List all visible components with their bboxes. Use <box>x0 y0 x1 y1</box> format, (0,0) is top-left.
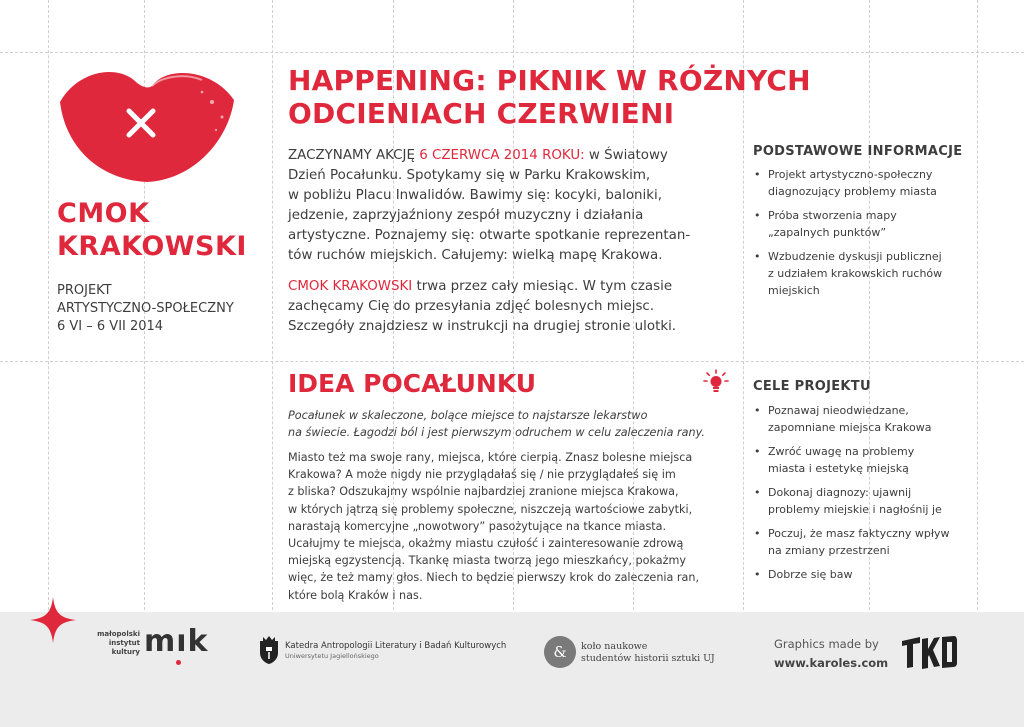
paragraph-line: Szczegóły znajdziesz w instrukcji na drugiej stronie ulotki. <box>288 319 677 334</box>
brand-subtitle-line: ARTYSTYCZNO-SPOŁECZNY <box>57 301 234 316</box>
happening-title <box>288 64 811 130</box>
paragraph-line: zachęcamy Cię do przesyłania zdjęć bolesnych miejsc. <box>288 299 655 314</box>
list-item-line: diagnozujący problemy miasta <box>768 185 937 198</box>
list-item-line: • Poznawaj nieodwiedzane, <box>768 404 909 417</box>
lightbulb-icon <box>703 369 729 395</box>
list-item <box>753 566 950 583</box>
karoles-logo-icon <box>898 633 958 671</box>
list-item <box>753 443 950 477</box>
body-line: Ucałujmy te miejsca, okażmy miastu czułość i zainteresowanie zdrową <box>288 537 684 551</box>
kolo-mark: & <box>544 636 576 668</box>
list-item <box>753 525 950 559</box>
goals-heading: CELE PROJEKTU <box>753 379 871 394</box>
kolo-logo-line: studentów historii sztuki UJ <box>581 653 715 664</box>
body-line: w których jątrzą się problemy społeczne, niszczeją wartościowe zabytki, <box>288 502 693 516</box>
guide-line <box>48 0 49 610</box>
body-line: które bolą Kraków i nas. <box>288 588 423 602</box>
idea-title: IDEA POCAŁUNKU <box>288 369 537 398</box>
list-item-line: problemy miejskie i nagłośnij je <box>768 503 942 516</box>
brand-title <box>57 197 247 263</box>
intro-line: Pocałunek w skaleczone, bolące miejsce to najstarsze lekarstwo <box>288 409 648 422</box>
kolo-logo-line: koło naukowe <box>581 641 648 652</box>
paragraph-text: ZACZYNAMY AKCJĘ <box>288 148 420 163</box>
list-item <box>753 166 942 200</box>
list-item-line: • Wzbudzenie dyskusji publicznej <box>768 250 942 263</box>
list-item-line: na zmiany przestrzeni <box>768 544 890 557</box>
goals-list <box>753 402 950 590</box>
list-item-line: „zapalnych punktów” <box>768 226 887 239</box>
university-crest-icon <box>258 635 280 665</box>
uj-logo-line: Katedra Antropologii Literatury i Badań Kulturowych <box>285 641 507 651</box>
paragraph-line <box>288 277 743 297</box>
body-line: Miasto też ma swoje rany, miejsca, które cierpią. Znasz bolesne miejsca <box>288 451 693 464</box>
paragraph-line: jedzenie, zaprzyjaźniony zespół muzyczny i działania <box>288 208 644 223</box>
kolo-logo-text <box>581 641 715 665</box>
list-item-line: • Dobrze się baw <box>768 568 853 581</box>
list-item-line: • Próba stworzenia mapy <box>768 209 897 222</box>
list-item-line: zapomniane miejsca Krakowa <box>768 421 932 434</box>
paragraph-line: w pobliżu Placu Inwalidów. Bawimy się: kocyki, baloniki, <box>288 188 662 203</box>
paragraph-line: Dzień Pocałunku. Spotykamy się w Parku Krakowskim, <box>288 168 651 183</box>
uj-logo <box>258 635 507 669</box>
happening-title-line: ODCIENIACH CZERWIENI <box>288 97 675 130</box>
brand-subtitle-line: PROJEKT <box>57 283 112 298</box>
happening-paragraph-1 <box>288 146 743 266</box>
paragraph-line: artystyczne. Poznajemy się: otwarte spotkanie reprezentan- <box>288 228 691 243</box>
list-item-line: • Poczuj, że masz faktyczny wpływ <box>768 527 950 540</box>
list-item <box>753 207 942 241</box>
list-item-line: • Dokonaj diagnozy: ujawnij <box>768 486 912 499</box>
body-line: Krakowa? A może nigdy nie przyglądałaś się / nie przyglądałeś się im <box>288 468 676 482</box>
info-heading: PODSTAWOWE INFORMACJE <box>753 144 963 159</box>
credit-link[interactable]: www.karoles.com <box>774 656 889 670</box>
mik-caption-line: małopolski <box>97 630 140 638</box>
mik-caption-line: kultury <box>111 648 140 656</box>
list-item-line: • Projekt artystyczno-społeczny <box>768 168 933 181</box>
brand-title-line: KRAKOWSKI <box>57 231 247 262</box>
brand-title-line: CMOK <box>57 198 150 229</box>
body-line: z bliska? Odszukajmy wspólnie najbardziej zranione miejsca Krakowa, <box>288 485 679 499</box>
graphics-credit <box>774 635 888 673</box>
info-list <box>753 166 942 306</box>
paragraph-text: w Światowy <box>584 148 668 163</box>
paragraph-line <box>288 146 743 166</box>
body-line: miejską egzystencją. Tkankę miasta tworzą jego mieszkańcy, pokażmy <box>288 554 687 568</box>
mik-logo-caption <box>88 630 140 657</box>
project-name: CMOK KRAKOWSKI <box>288 279 413 294</box>
red-lips-with-x-icon <box>52 62 242 186</box>
uj-logo-line: Uniwersytetu Jagiellońskiego <box>285 652 379 660</box>
event-date: 6 CZERWCA 2014 ROKU: <box>419 148 585 163</box>
intro-line: na świecie. Łagodzi ból i jest pierwszym odruchem w celu zaleczenia rany. <box>288 426 705 439</box>
list-item-line: z udziałem krakowskich ruchów <box>768 267 943 280</box>
list-item <box>753 248 942 299</box>
guide-line <box>0 361 1024 362</box>
credit-label: Graphics made by <box>774 637 879 651</box>
mik-logo-dot <box>176 660 181 665</box>
guide-line <box>0 52 1024 53</box>
guide-line <box>977 0 978 610</box>
paragraph-text: trwa przez cały miesiąc. W tym czasie <box>412 279 673 294</box>
sparkle-icon <box>28 595 78 645</box>
brand-subtitle-line: 6 VI – 6 VII 2014 <box>57 319 164 334</box>
idea-intro <box>288 407 705 441</box>
list-item-line: miasta i estetykę miejską <box>768 462 909 475</box>
list-item-line: • Zwróć uwagę na problemy <box>768 445 915 458</box>
guide-line <box>272 0 273 610</box>
list-item <box>753 484 950 518</box>
brand-subtitle <box>57 282 234 336</box>
happening-title-line: HAPPENING: PIKNIK W RÓŻNYCH <box>288 64 811 97</box>
body-line: więc, że też mamy głos. Niech to będzie pierwszy krok do zaleczenia ran, <box>288 571 700 585</box>
idea-body <box>288 449 699 604</box>
list-item-line: miejskich <box>768 284 820 297</box>
body-line: narastają komercyjne „nowotwory” pasożytujące na tkance miasta. <box>288 519 667 533</box>
mik-logo-wordmark: mık <box>144 624 209 659</box>
list-item <box>753 402 950 436</box>
mik-caption-line: instytut <box>108 639 140 647</box>
paragraph-line: tów ruchów miejskich. Całujemy: wielką mapę Krakowa. <box>288 248 663 263</box>
happening-paragraph-2 <box>288 277 743 337</box>
uj-logo-text <box>285 641 506 660</box>
